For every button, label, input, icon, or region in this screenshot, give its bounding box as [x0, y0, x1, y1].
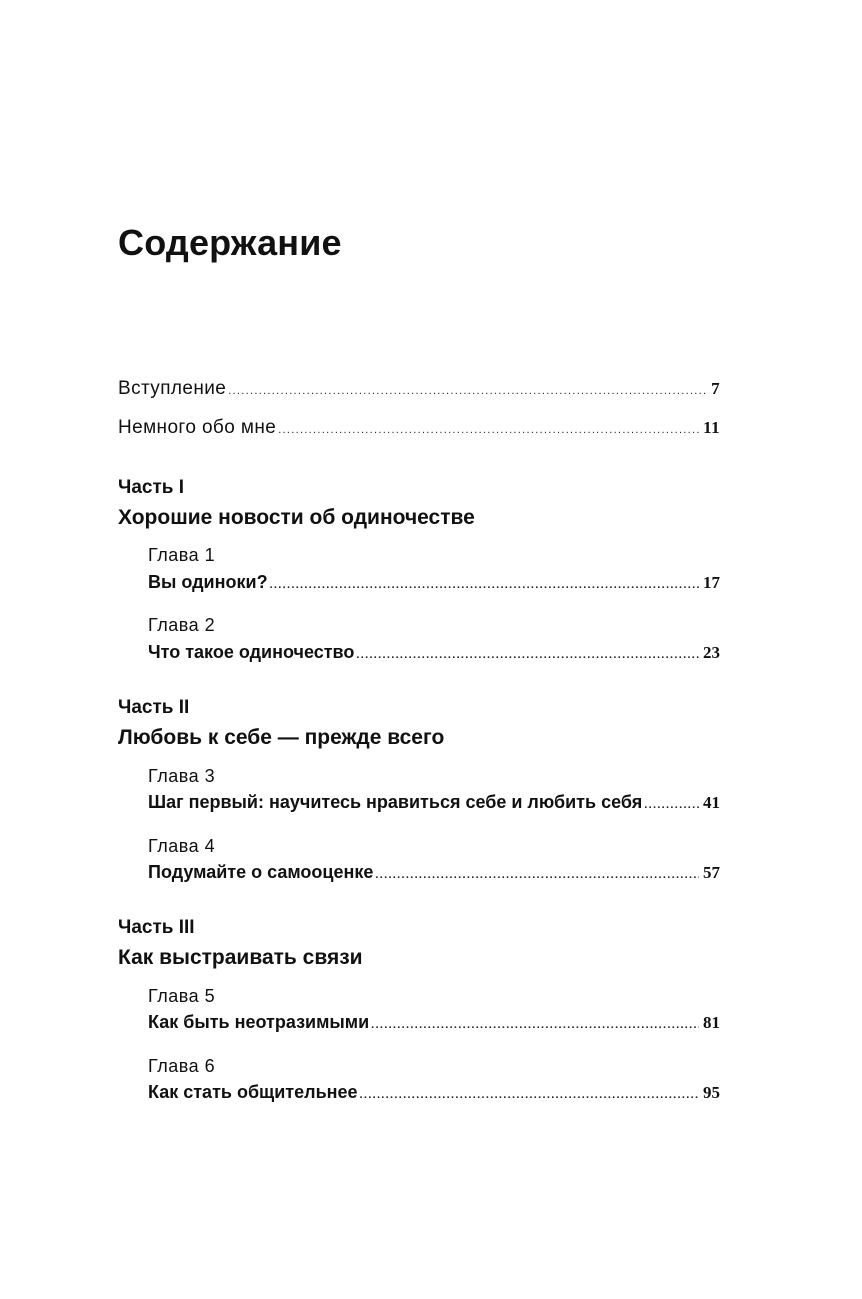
- page-number: 95: [703, 1083, 720, 1102]
- part-title: Любовь к себе — прежде всего: [118, 726, 445, 749]
- toc-entry-label: Немного обо мне: [118, 417, 277, 438]
- page-number: 57: [703, 863, 720, 882]
- dot-leader: [360, 1089, 699, 1101]
- dot-leader: [270, 579, 699, 591]
- chapter-title: Что такое одиночество: [148, 642, 355, 662]
- chapter-title: Вы одиноки?: [148, 572, 268, 592]
- page-number: 7: [711, 379, 720, 398]
- chapter-title: Подумайте о самооценке: [148, 862, 374, 882]
- toc-entry-label: Вступление: [118, 378, 227, 399]
- part-label: Часть II: [118, 697, 190, 718]
- chapter-title: Шаг первый: научитесь нравиться себе и любить себя: [148, 792, 643, 812]
- toc-entry-chapter-3[interactable]: [148, 792, 720, 813]
- page-number: 11: [703, 418, 720, 437]
- page-number: 41: [703, 793, 720, 812]
- dot-leader: [356, 649, 699, 661]
- dot-leader: [375, 869, 699, 881]
- toc-entry-chapter-4[interactable]: [148, 862, 720, 883]
- table-of-contents: [118, 0, 720, 1299]
- part-title: Как выстраивать связи: [118, 946, 363, 969]
- toc-entry-chapter-2[interactable]: [148, 642, 720, 663]
- toc-entry-about-me[interactable]: [118, 417, 720, 439]
- page-number: 81: [703, 1013, 720, 1032]
- page-number: 23: [703, 643, 720, 662]
- chapter-label: Глава 6: [148, 1056, 216, 1076]
- part-label: Часть I: [118, 477, 185, 498]
- toc-entry-chapter-6[interactable]: [148, 1082, 720, 1103]
- dot-leader: [278, 424, 699, 436]
- toc-entry-intro[interactable]: [118, 378, 720, 400]
- dot-leader: [644, 799, 699, 811]
- part-label: Часть III: [118, 917, 195, 938]
- page-number: 17: [703, 573, 720, 592]
- chapter-label: Глава 4: [148, 836, 216, 856]
- chapter-label: Глава 3: [148, 766, 216, 786]
- page-title: Содержание: [118, 222, 342, 263]
- chapter-label: Глава 1: [148, 545, 216, 565]
- chapter-title: Как быть неотразимыми: [148, 1012, 370, 1032]
- dot-leader: [371, 1019, 699, 1031]
- toc-entry-chapter-5[interactable]: [148, 1012, 720, 1033]
- part-title: Хорошие новости об одиночестве: [118, 506, 475, 529]
- toc-entry-chapter-1[interactable]: [148, 572, 720, 593]
- chapter-label: Глава 5: [148, 986, 216, 1006]
- chapter-title: Как стать общительнее: [148, 1082, 358, 1102]
- chapter-label: Глава 2: [148, 615, 216, 635]
- dot-leader: [228, 385, 707, 397]
